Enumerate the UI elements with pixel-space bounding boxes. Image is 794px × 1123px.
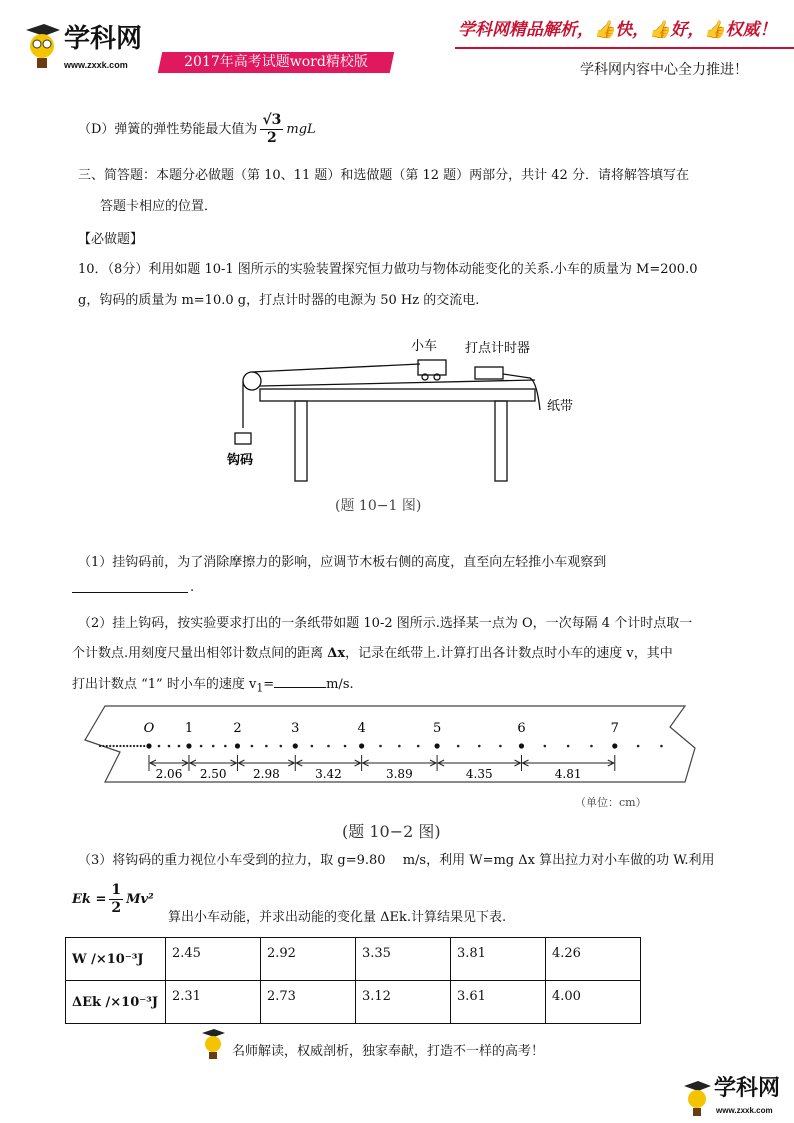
option-d: （D）弹簧的弹性势能最大值为 $\frac{√3}{2}$ mgL [78,112,316,146]
timing-dot [590,745,593,748]
count-point-label: 7 [610,721,619,736]
timing-dot [136,745,138,747]
distance-label: 4.81 [554,767,582,781]
tape-label: 纸带 [547,399,574,414]
count-point [434,743,439,748]
timing-dot [311,745,314,748]
count-point-label: 6 [517,721,526,736]
timing-dot [457,745,460,748]
timer [475,367,503,379]
edition-banner: 2017年高考试题word精校版 [158,52,394,73]
cart-label: 小车 [411,339,438,354]
tabletop [260,389,535,401]
timing-dot [251,745,254,748]
footer-logo-url: www.zxxk.com [716,1106,773,1115]
header-divider [455,47,794,49]
pulley [243,372,261,390]
count-point-label: 3 [291,721,300,736]
timing-dot [123,745,125,747]
count-point [519,743,524,748]
table-row: ΔEk /×10⁻³J 2.31 2.73 3.12 3.61 4.00 [66,981,641,1024]
timing-dot [398,745,401,748]
part-3-cont: 算出小车动能，并求出动能的变化量 ΔEk.计算结果见下表. [168,910,507,925]
distance-label: 2.98 [253,767,280,781]
slogan: 学科网精品解析，👍快，👍好，👍权威！ [458,20,777,40]
footer-motto: 名师解读，权威剖析，独家奉献，打造不一样的高考！ [232,1044,545,1059]
timing-dot [265,745,268,748]
timing-dot [126,745,128,747]
unit-label: （单位：cm） [575,796,647,809]
section3-instructions-cont: 答题卡相应的位置． [100,199,218,214]
timing-dot [113,745,115,747]
count-point [146,743,151,748]
count-point [612,743,617,748]
cart [418,360,446,375]
part-2-cont2: 打出计数点 “1” 时小车的速度 $v_1= m/s$. [72,677,354,695]
mascot-icon [22,22,62,76]
mascot-icon [682,1080,712,1122]
timing-dot [499,745,502,748]
timing-dot [379,745,382,748]
distance-label: 3.89 [385,767,413,781]
results-table [65,937,641,1024]
timing-dot [130,745,132,747]
distance-label: 3.42 [315,767,342,781]
logo-text: 学科网 [64,24,143,54]
question-10: 10．（8分）利用如题 10-1 图所示的实验装置探究恒力做功与物体动能变化的关系.小车的质量为 M=200.0 [78,262,698,277]
timer-label: 打点计时器 [465,341,531,356]
figure-caption: (题 10−1 图) [335,498,422,514]
count-point-label: O [143,721,155,736]
count-point-label: 2 [233,721,242,736]
required-heading: 【必做题】 [78,232,144,247]
timing-dot [637,745,640,748]
part-2-cont: 个计数点.用刻度尺量出相邻计数点间的距离 Δx，记录在纸带上.计算打出各计数点时小车的速度 v，其中 [72,646,673,661]
paper-tape-figure [80,700,700,845]
part-1-end: . [190,580,195,595]
part-3: （3）将钩码的重力视位小车受到的拉力，取 g=9.80 m/s，利用 W=mg Δx 算出拉力对小车做的功 W.利用 [78,853,715,868]
timing-dot [106,745,108,747]
figure-caption: (题 10−2 图) [342,822,441,841]
timing-dot [567,745,570,748]
board [260,380,535,386]
timing-dot [224,745,227,748]
count-point-label: 1 [184,721,194,736]
timing-dot [102,745,104,747]
timing-dot [143,745,145,747]
weight-label: 钩码 [227,453,254,468]
answer-blank-1 [72,580,188,593]
timing-dot [478,745,481,748]
question-10-cont: g，钩码的质量为 m=10.0 g，打点计时器的电源为 50 Hz 的交流电. [78,293,480,308]
timing-dot [178,745,181,748]
timing-dot [212,745,215,748]
ek-formula: Ek = $\frac{1}{2}$ Mv² [72,882,154,916]
timing-dot [280,745,283,748]
timing-dot [99,745,101,747]
timing-dot [417,745,420,748]
distance-label: 2.06 [155,767,183,781]
timing-dot [344,745,347,748]
timing-dot [140,745,142,747]
header-subtitle: 学科网内容中心全力推进！ [580,62,748,78]
count-point [186,743,191,748]
timing-dot [109,745,111,747]
timing-dot [133,745,135,747]
table-row: W /×10⁻³J 2.45 2.92 3.35 3.81 4.26 [66,938,641,981]
count-point-label: 4 [357,721,366,736]
distance-label: 4.35 [465,767,493,781]
count-point [293,743,298,748]
logo-url: www.zxxk.com [64,60,128,70]
part-2: （2）挂上钩码，按实验要求打出的一条纸带如题 10-2 图所示.选择某一点为 O，一次每隔 4 个计时点取一 [78,616,693,631]
timing-dot [660,745,663,748]
timing-dot [327,745,330,748]
timing-dot [168,745,171,748]
timing-dot [116,745,118,747]
count-point [235,743,240,748]
count-point [359,743,364,748]
weight [235,433,251,444]
timing-dot [158,745,161,748]
part-1: （1）挂钩码前，为了消除摩擦力的影响，应调节木板右侧的高度，直至向左轻推小车观察到 [78,555,607,570]
apparatus-figure [225,330,595,520]
answer-blank-2 [274,676,326,688]
count-point-label: 5 [432,721,442,736]
distance-label: 2.50 [199,767,227,781]
timing-dot [544,745,547,748]
timing-dot [119,745,121,747]
footer-logo-text: 学科网 [714,1076,781,1101]
mascot-icon [200,1028,226,1064]
section3-instructions: 三、简答题：本题分必做题（第 10、11 题）和选做题（第 12 题）两部分，共计 42 分．请将解答填写在 [78,168,689,183]
timing-dot [200,745,203,748]
